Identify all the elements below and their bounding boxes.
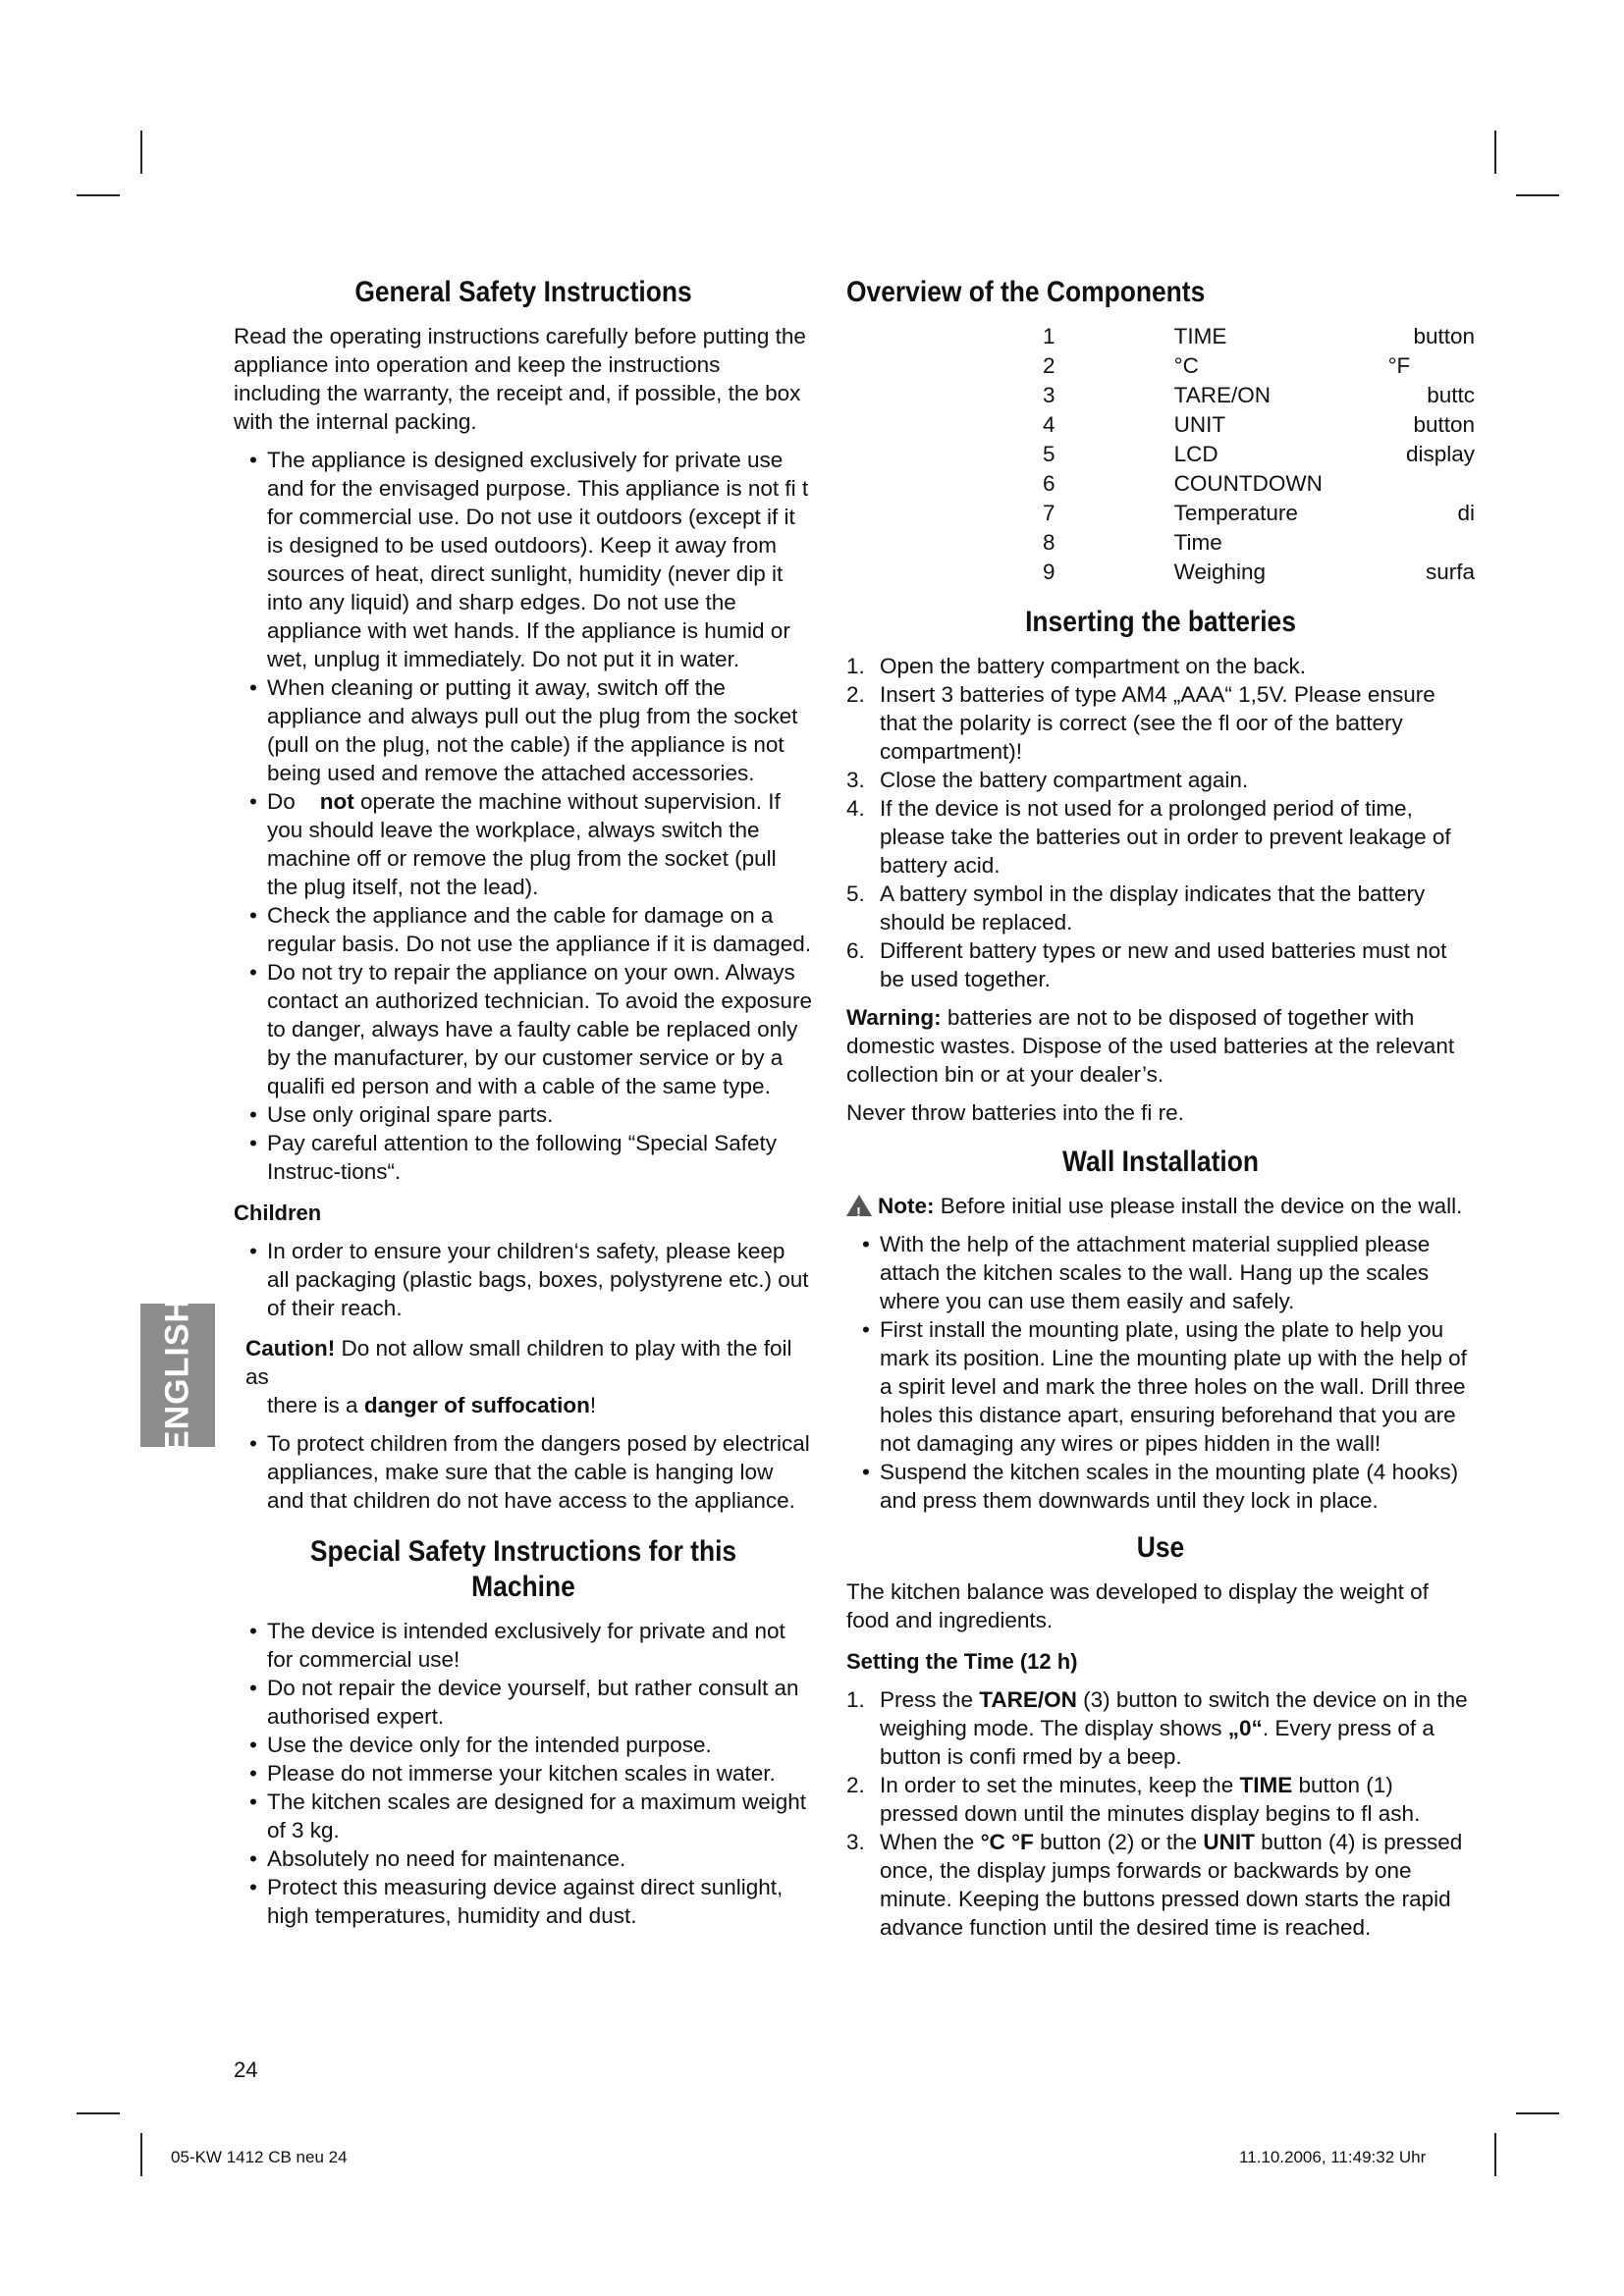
wall-installation-list xyxy=(846,1230,1475,1515)
list-item: • Do not try to repair the appliance on your own. Always contact an authorized technician. To avoid the exposure to danger, always have a faulty cable be replaced only by the manufacturer, by our customer service or by a qualifi ed person and with a cable of the same type. xyxy=(234,958,813,1100)
list-item: 1. Press the TARE/ON (3) button to switch the device on in the weighing mode. The display shows „0“. Every press of a button is confi rmed by a beep. xyxy=(846,1687,1468,1769)
list-item-bold: TIME xyxy=(1239,1773,1293,1797)
overview-title: Overview of the Components xyxy=(846,276,1206,308)
component-name: LCD xyxy=(1173,442,1218,466)
list-item-text: (3) button to switch the device on in the weighing mode. The display shows xyxy=(880,1687,1468,1740)
list-item-text: button (4) is pressed once, the display jumps forwards or backwards by one minute. Keeping the buttons pressed down starts the rapid advance function until the desired time is reached. xyxy=(880,1830,1463,1940)
children-list xyxy=(234,1237,813,1322)
list-item: 2. Insert 3 batteries of type AM4 „AAA“ 1,5V. Please ensure that the polarity is correct (see the fl oor of the battery compartment)! xyxy=(846,682,1435,764)
table-row xyxy=(846,410,1475,440)
general-safety-intro: Read the operating instructions carefully before putting the appliance into operation and keep the instructions including the warranty, the receipt and, if possible, the box with the internal packing. xyxy=(234,324,806,434)
list-item-text: Do xyxy=(267,789,296,814)
table-row xyxy=(846,381,1475,410)
batteries-title: Inserting the batteries xyxy=(1025,606,1296,638)
special-safety-list xyxy=(234,1617,813,1930)
component-suffix: di xyxy=(1457,501,1475,525)
component-number: 8 xyxy=(1043,530,1056,555)
list-item: • Protect this measuring device against direct sunlight, high temperatures, humidity and dust. xyxy=(234,1873,813,1930)
list-item: 5. A battery symbol in the display indicates that the battery should be replaced. xyxy=(846,881,1426,934)
component-name: Time xyxy=(1173,530,1222,555)
note-paragraph xyxy=(846,1192,1475,1220)
warning-label: Warning: xyxy=(846,1005,942,1030)
language-tab-label: ENGLISH xyxy=(158,1297,196,1454)
battery-steps xyxy=(846,652,1475,993)
component-name: TIME xyxy=(1173,324,1227,348)
general-safety-list xyxy=(234,446,813,1186)
page-number: 24 xyxy=(234,2057,258,2082)
list-item: • Suspend the kitchen scales in the mounting plate (4 hooks) and press them downwards until they lock in place. xyxy=(846,1458,1475,1515)
component-suffix xyxy=(1388,469,1475,499)
note-label: Note: xyxy=(878,1194,935,1218)
note-text: Before initial use please install the device on the wall. xyxy=(940,1194,1463,1218)
crop-mark xyxy=(140,2133,142,2176)
list-item: • First install the mounting plate, using the plate to help you mark its position. Line the mounting plate up with the help of a spirit level and mark the three holes on the wall. Drill three holes this distance apart, ensuring beforehand that you are not damaging any wires or pipes hidden in the wall! xyxy=(846,1315,1475,1458)
list-item-bold: UNIT xyxy=(1203,1830,1255,1854)
list-item-text: In order to set the minutes, keep the xyxy=(880,1773,1240,1797)
list-item: 3. Close the battery compartment again. xyxy=(846,768,1249,792)
list-item-bold: not xyxy=(319,789,354,814)
component-number: 7 xyxy=(1043,501,1056,525)
component-suffix xyxy=(1388,528,1475,558)
list-item: • The appliance is designed exclusively for private use and for the envisaged purpose. This appliance is not fi t for commercial use. Do not use it outdoors (except if it is designed to be used outdoors). Keep it away from sources of heat, direct sunlight, humidity (never dip it into any liquid) and sharp edges. Do not use the appliance with wet hands. If the appliance is humid or wet, unplug it immediately. Do not put it in water. xyxy=(234,446,813,673)
list-item: • The device is intended exclusively for private and not for commercial use! xyxy=(234,1617,813,1674)
list-item: 1. Open the battery compartment on the back. xyxy=(846,654,1306,678)
component-name: °C xyxy=(1173,353,1199,378)
caution-text-2: there is a xyxy=(267,1393,358,1417)
component-number: 6 xyxy=(1043,471,1056,496)
right-column xyxy=(846,275,1475,1951)
crop-mark xyxy=(77,2112,120,2114)
list-item-text: operate the machine without supervision. If you should leave the workplace, always switch the machine off or remove the plug from the socket (pull the plug itself, not the lead). xyxy=(267,789,781,899)
list-item: • The kitchen scales are designed for a maximum weight of 3 kg. xyxy=(234,1788,813,1844)
list-item: • Absolutely no need for maintenance. xyxy=(234,1844,813,1873)
caution-label: Caution! xyxy=(245,1336,336,1361)
list-item-text: button (1) pressed down until the minutes display begins to fl ash. xyxy=(880,1773,1421,1826)
crop-mark xyxy=(1494,2133,1496,2176)
warning-triangle-icon xyxy=(846,1195,872,1216)
table-row xyxy=(846,558,1475,587)
crop-mark xyxy=(140,131,142,174)
list-item: • Do not repair the device yourself, but rather consult an authorised expert. xyxy=(234,1674,813,1731)
list-item: • Pay careful attention to the following “Special Safety Instruc-tions“. xyxy=(234,1129,813,1186)
list-item-bold: „0“ xyxy=(1227,1716,1263,1740)
table-row xyxy=(846,528,1475,558)
list-item-text: Different battery types or new and used batteries must not be used together. xyxy=(880,938,1447,991)
table-row xyxy=(846,322,1475,351)
list-item: • Use the device only for the intended purpose. xyxy=(234,1731,813,1759)
crop-mark xyxy=(77,194,120,196)
list-item-text: button (2) or the xyxy=(1033,1830,1204,1854)
list-item-text: . Every press of a button is confi rmed by a beep. xyxy=(880,1716,1435,1769)
list-item-text: Open the battery compartment on the back. xyxy=(880,654,1306,678)
component-name: COUNTDOWN xyxy=(1173,471,1323,496)
crop-mark xyxy=(1516,2112,1559,2114)
list-item xyxy=(234,787,813,901)
list-item: • Check the appliance and the cable for damage on a regular basis. Do not use the appliance if it is damaged. xyxy=(234,901,813,958)
caution-end: ! xyxy=(589,1393,597,1417)
list-item: 2. In order to set the minutes, keep the TIME button (1) pressed down until the minutes display begins to fl ash. xyxy=(846,1773,1421,1826)
crop-mark xyxy=(1494,131,1496,174)
list-item: 6. Different battery types or new and used batteries must not be used together. xyxy=(846,938,1447,991)
caution-bold: danger of suffocation xyxy=(363,1393,590,1417)
table-row xyxy=(846,351,1475,381)
component-suffix: buttc xyxy=(1427,383,1475,407)
component-suffix: button xyxy=(1413,412,1475,437)
caution-text: Do not allow small children to play with the foil as xyxy=(245,1336,792,1389)
caution-note xyxy=(234,1334,813,1419)
component-name: Weighing xyxy=(1173,560,1267,584)
list-item: • To protect children from the dangers posed by electrical appliances, make sure that the cable is hanging low and that children do not have access to the appliance. xyxy=(234,1429,813,1515)
language-tab xyxy=(140,1297,215,1454)
use-text: The kitchen balance was developed to display the weight of food and ingredients. xyxy=(846,1579,1429,1632)
component-number: 9 xyxy=(1043,560,1056,584)
use-title: Use xyxy=(1136,1531,1185,1564)
list-item: • Please do not immerse your kitchen scales in water. xyxy=(234,1759,813,1788)
list-item-bold: °C °F xyxy=(980,1830,1034,1854)
list-item: • Use only original spare parts. xyxy=(234,1100,813,1129)
component-number: 1 xyxy=(1043,324,1056,348)
warning-text: batteries are not to be disposed of together with domestic wastes. Dispose of the used batteries at the relevant collection bin or at your dealer’s. xyxy=(846,1005,1455,1087)
children-title: Children xyxy=(234,1201,322,1225)
list-item-text: Press the xyxy=(880,1687,980,1712)
general-safety-title: General Safety Instructions xyxy=(354,276,692,308)
component-suffix: °F xyxy=(1387,353,1411,378)
component-name: TARE/ON xyxy=(1173,383,1271,407)
table-row xyxy=(846,499,1475,528)
component-number: 5 xyxy=(1043,442,1056,466)
component-suffix: surfa xyxy=(1425,560,1475,584)
time-steps xyxy=(846,1685,1475,1942)
list-item: • When cleaning or putting it away, switch off the appliance and always pull out the plug from the socket (pull on the plug, not the cable) if the appliance is not being used and remove the attached accessories. xyxy=(234,673,813,787)
list-item-text: A battery symbol in the display indicates that the battery should be replaced. xyxy=(880,881,1426,934)
warning-paragraph xyxy=(846,1003,1475,1089)
list-item: • In order to ensure your children‘s safety, please keep all packaging (plastic bags, boxes, polystyrene etc.) out of their reach. xyxy=(234,1237,813,1322)
list-item: 4. If the device is not used for a prolonged period of time, please take the batteries out in order to prevent leakage of battery acid. xyxy=(846,796,1451,878)
footer-timestamp: 11.10.2006, 11:49:32 Uhr xyxy=(1239,2148,1427,2166)
table-row xyxy=(846,440,1475,469)
component-number: 4 xyxy=(1043,412,1056,437)
components-table xyxy=(846,322,1475,587)
never-throw-text: Never throw batteries into the fi re. xyxy=(846,1100,1184,1125)
list-item: • With the help of the attachment material supplied please attach the kitchen scales to the wall. Hang up the scales where you can use them easily and safely. xyxy=(846,1230,1475,1315)
special-safety-title: Special Safety Instructions for this Machine xyxy=(309,1535,737,1603)
component-name: Temperature xyxy=(1173,501,1298,525)
children-list-2 xyxy=(234,1429,813,1515)
list-item-text: If the device is not used for a prolonged period of time, please take the batteries out in order to prevent leakage of battery acid. xyxy=(880,796,1451,878)
list-item-text: When the xyxy=(880,1830,981,1854)
component-suffix: display xyxy=(1405,442,1475,466)
left-column xyxy=(234,275,813,1940)
list-item-text: Close the battery compartment again. xyxy=(880,768,1249,792)
table-row xyxy=(846,469,1475,499)
wall-installation-title: Wall Installation xyxy=(1062,1146,1259,1178)
list-item-bold: TARE/ON xyxy=(979,1687,1077,1712)
footer-file-info: 05-KW 1412 CB neu 24 xyxy=(171,2148,348,2166)
list-item: 3. When the °C °F button (2) or the UNIT button (4) is pressed once, the display jumps forwards or backwards by one minute. Keeping the buttons pressed down starts the rapid advance function until the desired time is reached. xyxy=(846,1830,1463,1940)
component-number: 3 xyxy=(1043,383,1056,407)
list-item-text: Insert 3 batteries of type AM4 „AAA“ 1,5V. Please ensure that the polarity is correct (see the fl oor of the battery compartment)! xyxy=(880,682,1435,764)
setting-time-title: Setting the Time (12 h) xyxy=(846,1649,1078,1674)
crop-mark xyxy=(1516,194,1559,196)
component-name: UNIT xyxy=(1173,412,1226,437)
component-suffix: button xyxy=(1413,324,1475,348)
component-number: 2 xyxy=(1043,353,1056,378)
